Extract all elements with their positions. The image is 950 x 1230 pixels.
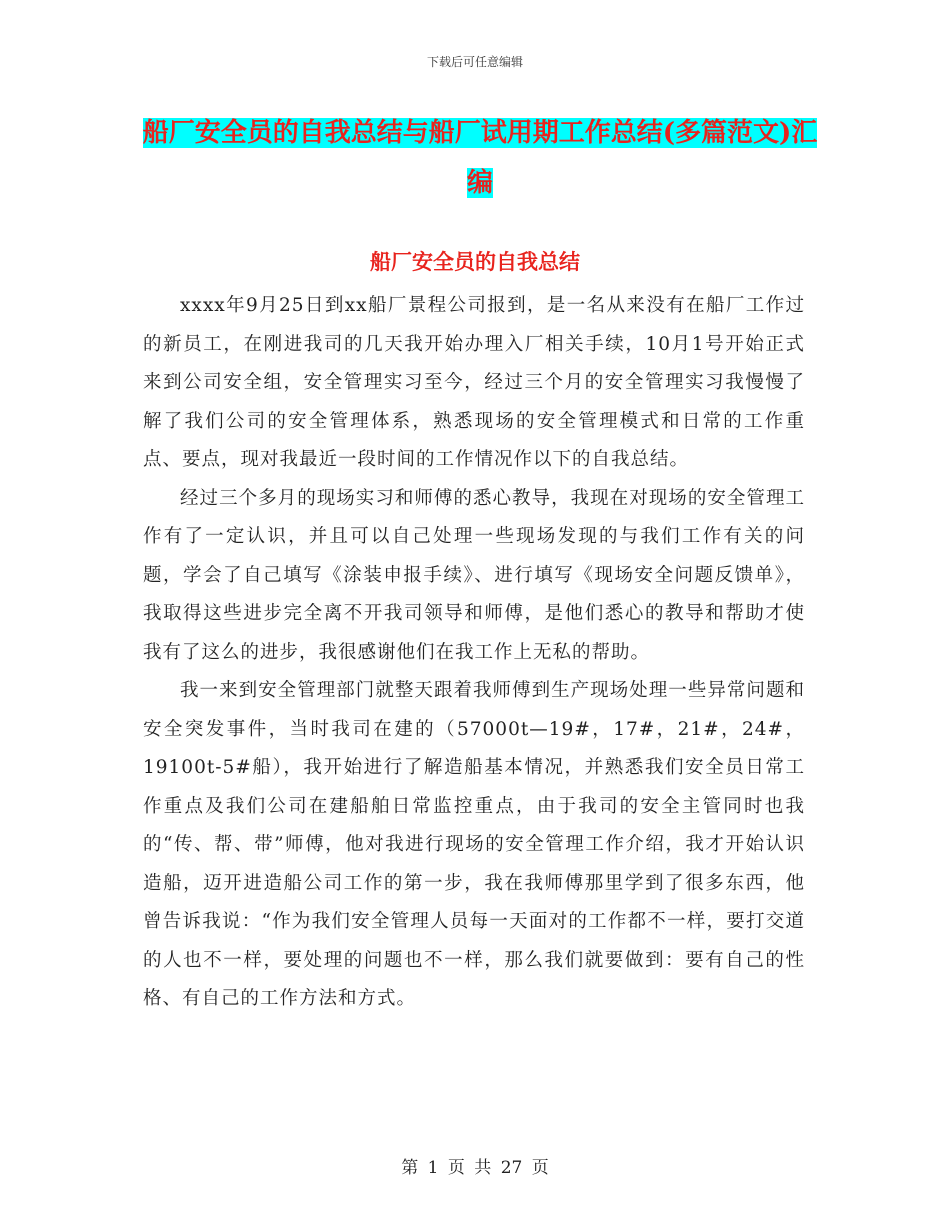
body-paragraph-1: xxxx年9月25日到xx船厂景程公司报到，是一名从来没有在船厂工作过的新员工，在刚进我司的几天我开始办理入厂相关手续，10月1号开始正式来到公司安全组，安全管理实习至今，经过三个月的安全管理实习我慢慢了解了我们公司的安全管理体系，熟悉现场的安全管理模式和日常的工作重点、要点，现对我最近一段时间的工作情况作以下的自我总结。 bbox=[143, 295, 805, 470]
document-title bbox=[140, 108, 820, 208]
section-title: 船厂安全员的自我总结 bbox=[370, 249, 580, 274]
body-paragraph-3: 我一来到安全管理部门就整天跟着我师傅到生产现场处理一些异常问题和安全突发事件，当时我司在建的（57000t—19#，17#，21#，24#， 19100t-5#船），我开始进行了解造船基本情况，并熟悉我们安全员日常工作重点及我们公司在建船舶日常监控重点，由于我司的安全主管同时也我的“传、帮、带”师傅，他对我进行现场的安全管理工作介绍，我才开始认识造船，迈开进造船公司工作的第一步，我在我师傅那里学到了很多东西，他曾告诉我说：“作为我们安全管理人员每一天面对的工作都不一样，要打交道的人也不一样，要处理的问题也不一样，那么我们就要做到：要有自己的性格、有自己的工作方法和方式。 bbox=[143, 680, 805, 1009]
body-paragraph-2: 经过三个多月的现场实习和师傅的悉心教导，我现在对现场的安全管理工作有了一定认识，并且可以自己处理一些现场发现的与我们工作有关的问题，学会了自己填写《涂装申报手续》、进行填写《现场安全问题反馈单》，我取得这些进步完全离不开我司领导和师傅，是他们悉心的教导和帮助才使我有了这么的进步，我很感谢他们在我工作上无私的帮助。 bbox=[143, 487, 805, 663]
page-number-footer: 第 1 页 共 27 页 bbox=[401, 1158, 549, 1178]
document-body bbox=[143, 287, 805, 1019]
page-header-note: 下载后可任意编辑 bbox=[426, 55, 523, 69]
document-title-text: 船厂安全员的自我总结与船厂试用期工作总结(多篇范文)汇编 bbox=[142, 118, 818, 198]
